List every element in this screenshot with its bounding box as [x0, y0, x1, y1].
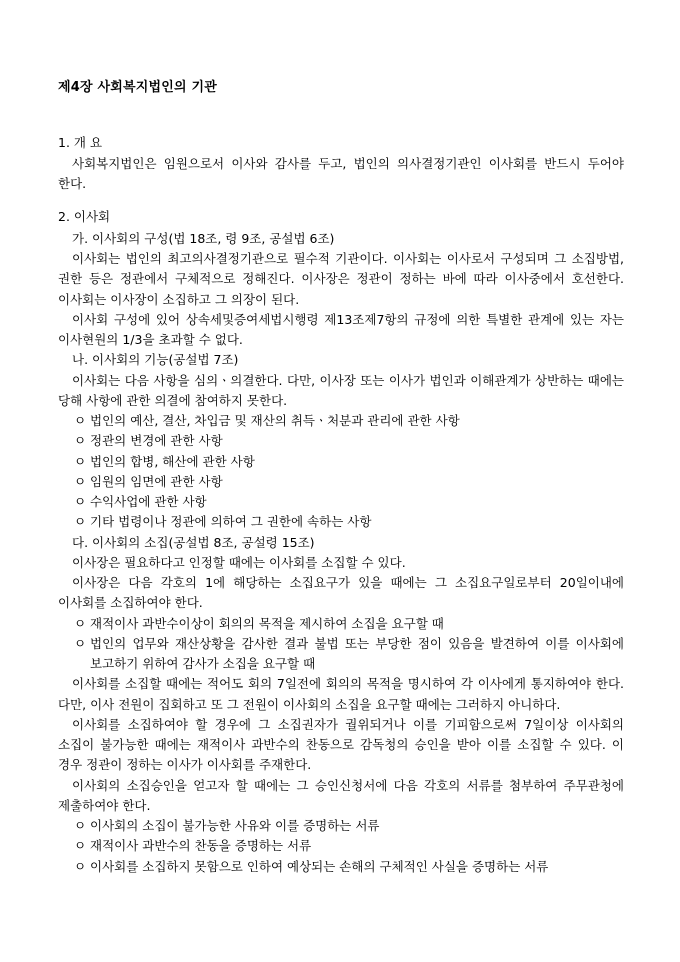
- list-item-text: 법인의 합병, 해산에 관한 사항: [90, 453, 255, 469]
- list-item: [58, 512, 624, 532]
- subsection-heading: 다. 이사회의 소집(공설법 8조, 공설령 15조): [72, 534, 315, 550]
- bullet-marker-icon: ㅇ: [74, 453, 87, 469]
- list-item: [58, 472, 624, 492]
- bullet-marker-icon: ㅇ: [74, 473, 87, 489]
- list-item: [58, 634, 624, 675]
- document-body: [58, 120, 624, 877]
- bullet-marker-icon: ㅇ: [74, 858, 87, 874]
- paragraph-spacer: [58, 120, 624, 133]
- list-item: [58, 857, 624, 877]
- paragraph: 사회복지법인은 임원으로서 이사와 감사를 두고, 법인의 의사결정기관인 이사회를 반드시 두어야 한다.: [58, 155, 624, 192]
- bullet-marker-icon: ㅇ: [74, 615, 87, 631]
- subsection-heading: 나. 이사회의 기능(공설법 7조): [72, 352, 239, 368]
- page-title: 제4장 사회복지법인의 기관: [58, 80, 218, 95]
- list-item: [58, 411, 624, 431]
- list-item-text: 법인의 예산, 결산, 차입금 및 재산의 취득ㆍ처분과 관리에 관한 사항: [90, 413, 460, 428]
- list-item: [58, 836, 624, 856]
- paragraph: 이사회를 소집하여야 할 경우에 그 소집권자가 궐위되거나 이를 기피함으로써 7일이상 이사회의 소집이 불가능한 때에는 재적이사 과반수의 찬동으로 감독청의 승인을 받아 이를 소집할 수 있다. 이 경우 정관이 정하는 이사가 이사회를 주재한다.: [58, 716, 624, 773]
- list-item-text: 재적이사 과반수이상이 회의의 목적을 제시하여 소집을 요구할 때: [90, 615, 444, 631]
- paragraph: 이사회 구성에 있어 상속세및증여세법시행령 제13조제7항의 규정에 의한 특별한 관계에 있는 자는 이사현원의 1/3을 초과할 수 없다.: [58, 311, 624, 347]
- paragraph: 이사장은 다음 각호의 1에 해당하는 소집요구가 있을 때에는 그 소집요구일로부터 20일이내에 이사회를 소집하여야 한다.: [58, 575, 624, 611]
- section-heading: 1. 개 요: [58, 134, 103, 150]
- list-item-text: 재적이사 과반수의 찬동을 증명하는 서류: [90, 838, 312, 854]
- list-item-text: 이사회를 소집하지 못함으로 인하여 예상되는 손해의 구체적인 사실을 증명하는 서류: [90, 858, 549, 874]
- paragraph: 이사장은 필요하다고 인정할 때에는 이사회를 소집할 수 있다.: [72, 554, 406, 570]
- list-item-text: 기타 법령이나 정관에 의하여 그 권한에 속하는 사항: [90, 514, 372, 530]
- bullet-marker-icon: ㅇ: [74, 433, 87, 449]
- paragraph: 이사회의 소집승인을 얻고자 할 때에는 그 승인신청서에 다음 각호의 서류를 첨부하여 주무관청에 제출하여야 한다.: [58, 777, 624, 813]
- list-item-text: 법인의 업무와 재산상황을 감사한 결과 불법 또는 부당한 점이 있음을 발견하여 이를 이사회에 보고하기 위하여 감사가 소집을 요구할 때: [90, 635, 624, 671]
- list-item-text: 임원의 임면에 관한 사항: [90, 473, 223, 489]
- paragraph: 이사회는 다음 사항을 심의ㆍ의결한다. 다만, 이사장 또는 이사가 법인과 이해관계가 상반하는 때에는 당해 사항에 관한 의결에 참여하지 못한다.: [58, 372, 624, 408]
- bullet-marker-icon: ㅇ: [74, 818, 87, 833]
- list-item-text: 수익사업에 관한 사항: [90, 494, 207, 509]
- list-item: [58, 452, 624, 472]
- list-item: [58, 614, 624, 634]
- bullet-marker-icon: ㅇ: [74, 635, 87, 651]
- list-item-text: 정관의 변경에 관한 사항: [90, 433, 223, 449]
- list-item: [58, 492, 624, 512]
- section-heading: 2. 이사회: [58, 209, 111, 225]
- paragraph-spacer: [58, 194, 624, 207]
- paragraph: 이사회는 법인의 최고의사결정기관으로 필수적 기관이다. 이사회는 이사로서 구성되며 그 소집방법, 권한 등은 정관에서 구체적으로 정해진다. 이사장은 정관이 정하는 바에 따라 이사중에서 호선한다. 이사회는 이사장이 소집하고 그 의장이 된다.: [58, 251, 624, 307]
- bullet-marker-icon: ㅇ: [74, 494, 87, 509]
- subsection-heading: 가. 이사회의 구성(법 18조, 령 9조, 공설법 6조): [72, 230, 335, 246]
- list-item: [58, 816, 624, 836]
- list-item-text: 이사회의 소집이 불가능한 사유와 이를 증명하는 서류: [90, 818, 380, 833]
- list-item: [58, 431, 624, 451]
- bullet-marker-icon: ㅇ: [74, 413, 87, 428]
- paragraph: 이사회를 소집할 때에는 적어도 회의 7일전에 회의의 목적을 명시하여 각 이사에게 통지하여야 한다. 다만, 이사 전원이 집회하고 또 그 전원이 이사회의 소집을 요구할 때에는 그러하지 아니하다.: [58, 676, 624, 712]
- bullet-marker-icon: ㅇ: [74, 514, 87, 530]
- bullet-marker-icon: ㅇ: [74, 838, 87, 854]
